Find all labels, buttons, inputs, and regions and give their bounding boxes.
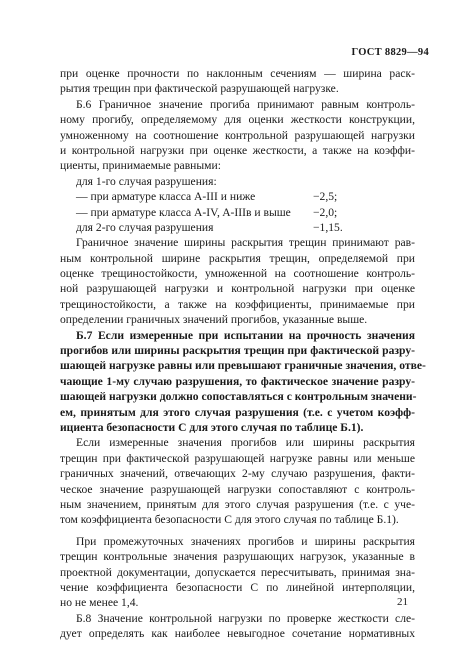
body-text	[60, 66, 426, 641]
paragraph-b8	[60, 611, 415, 642]
text-line: умноженному на соотношение контрольной разрушающей нагрузки	[60, 128, 415, 142]
paragraph-continuation	[60, 66, 415, 97]
coefficient-row	[60, 205, 415, 220]
text-line: При промежуточных значениях прогибов и ширины раскрытия	[76, 534, 415, 548]
text-line: Б.6 Граничное значение прогиба принимают равным контроль-	[76, 97, 415, 111]
text-line: трещин контрольные значения разрушающих нагрузок, указанные в	[60, 550, 415, 564]
coefficient-value: −2,0;	[313, 205, 338, 219]
text-line: циенты, принимаемые равными:	[60, 159, 221, 173]
text-line: шающей нагрузки должно сопоставляться с контрольным значени-	[60, 390, 417, 404]
text-line: трещиностойкости, а также на коэффициенты, принимаемые при	[60, 297, 415, 311]
paragraph-crack-width	[60, 235, 415, 327]
text-line: ициента безопасности С для этого случая по таблице Б.1).	[60, 420, 364, 434]
text-line: ным контрольной ширине раскрытия трещин, определяемой при	[60, 251, 415, 265]
coefficient-value: −2,5;	[313, 190, 338, 204]
coefficient-row	[60, 174, 415, 189]
text-line: ной разрушающей нагрузки и контрольной нагрузки при оценке	[60, 282, 415, 296]
text-line: но не менее 1,4.	[60, 596, 139, 610]
text-line: чающие 1-му случаю разрушения, то фактическое значение разру-	[60, 374, 415, 388]
text-line: Б.8 Значение контрольной нагрузки по проверке жесткости сле-	[76, 611, 415, 625]
text-line: прогибов или ширины раскрытия трещин при фактической разру-	[60, 344, 415, 358]
text-line: ному прогибу, определяемому для оценки жесткости конструкции,	[60, 113, 415, 127]
text-line: Если измеренные значения прогибов или ширины раскрытия	[76, 436, 415, 450]
text-line: Граничное значение ширины раскрытия трещин принимают рав-	[76, 236, 415, 250]
text-line: ным значением, принятым для этого случая разрушения (т.е. с уче-	[60, 497, 415, 511]
text-line: оценке трещиностойкости, умноженной на соотношение контроль-	[60, 267, 415, 281]
coefficient-row	[60, 220, 415, 235]
text-line: том коэффициента безопасности С для этого случая по таблице Б.1).	[60, 513, 399, 527]
text-line: граничных значений, отвечающих 2-му случаю разрушения, факти-	[60, 467, 415, 481]
text-line: Б.7 Если измеренные при испытании на прочность значения	[76, 328, 415, 342]
paragraph-second-case	[60, 435, 415, 527]
text-line: ем, принятым для этого случая разрушения (т.е. с учетом коэфф-	[60, 405, 415, 419]
text-line: трещин при фактической разрушающей нагрузке равны или меньше	[60, 451, 415, 465]
text-line: при оценке прочности по наклонным сечениям — ширина раск-	[60, 67, 415, 80]
coefficient-label: для 1-го случая разрушения:	[76, 174, 217, 188]
text-line: определении граничных значений прогибов, указанные выше.	[60, 313, 368, 327]
coefficient-label: для 2-го случая разрушения	[76, 220, 214, 234]
coefficient-label: — при арматуре класса A-IV, A-IIIв и выше	[76, 205, 291, 219]
text-line: и контрольной нагрузки при оценке жесткости, а также на коэффи-	[60, 143, 415, 157]
text-line: дует определять как наиболее невыгодное сочетание нормативных	[60, 627, 415, 641]
coefficient-list	[60, 174, 415, 236]
coefficient-label: — при арматуре класса А-III и ниже	[76, 190, 256, 204]
text-line: шающей нагрузке равны или превышают граничные значения, отве-	[60, 359, 426, 373]
coefficient-value: −1,15.	[313, 220, 343, 234]
standard-number-header: ГОСТ 8829—94	[351, 47, 429, 58]
text-line: чение коэффициента безопасности С по линейной интерполяции,	[60, 580, 415, 594]
page-number: 21	[397, 596, 408, 608]
coefficient-row	[60, 189, 415, 204]
paragraph-b7	[60, 328, 426, 436]
text-line: ческое значение разрушающей нагрузки сопоставляют с контроль-	[60, 482, 415, 496]
paragraph-intermediate	[60, 534, 415, 611]
text-line: проектной документации, допускается пересчитывать, принимая зна-	[60, 565, 415, 579]
text-line: рытия трещин при фактической разрушающей нагрузке.	[60, 82, 339, 96]
paragraph-b6	[60, 97, 415, 174]
